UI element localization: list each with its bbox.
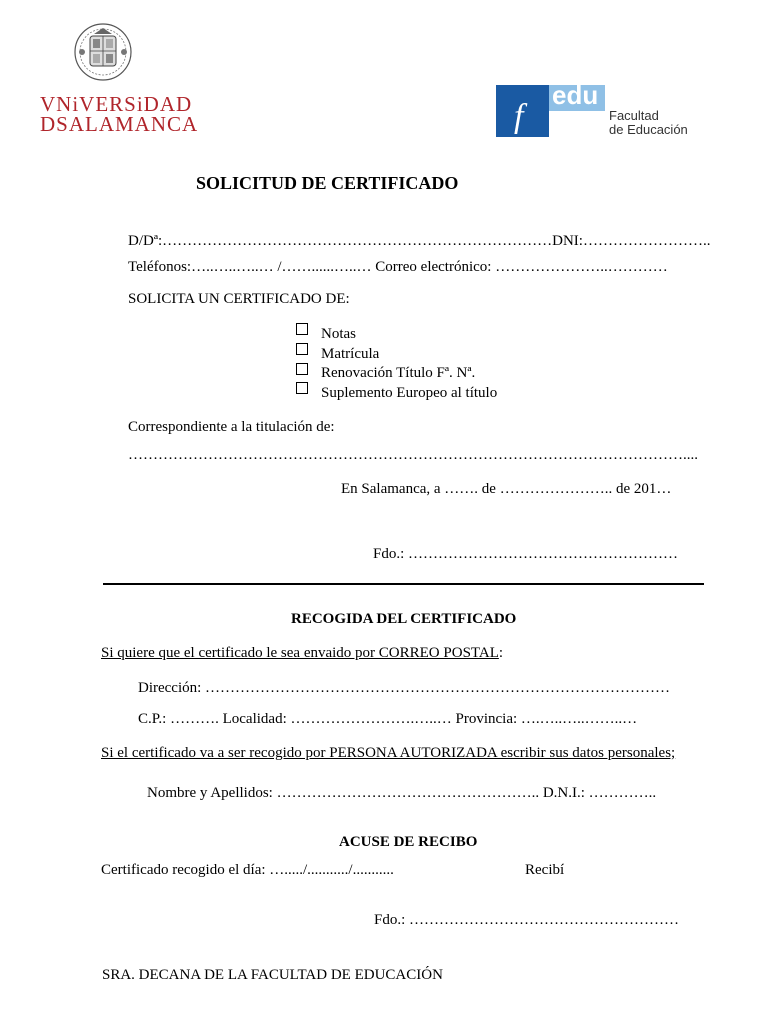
option-notas-label: Notas: [321, 326, 356, 342]
received-label: Recibí: [525, 862, 565, 878]
option-renovacion-label: Renovación Título Fª. Nª.: [321, 365, 476, 381]
degree-label: Correspondiente a la titulación de:: [128, 419, 335, 435]
postal-instructions: [101, 644, 503, 662]
university-crest-icon: [64, 22, 142, 82]
option-matricula-checkbox[interactable]: [296, 343, 308, 355]
request-heading: SOLICITA UN CERTIFICADO DE:: [128, 291, 350, 307]
place-date-line[interactable]: En Salamanca, a ……. de ………………….. de 201…: [341, 481, 672, 497]
option-notas-checkbox[interactable]: [296, 323, 308, 335]
applicant-name-dni-line[interactable]: D/Dª:……………………………………………………………………DNI:……………………..: [128, 233, 711, 249]
postal-code-city-province-field[interactable]: C.P.: ………. Localidad: …………………….…..… Provincia: ….…..…..……..…: [138, 711, 638, 727]
university-name-line2: DSALAMANCA: [40, 112, 199, 136]
postal-instructions-text: Si quiere que el certificado le sea envaido por CORREO POSTAL: [101, 645, 499, 661]
postal-instructions-colon: :: [498, 645, 504, 661]
university-name-line1: VNiVERSiDAD: [40, 92, 193, 116]
collected-date-field[interactable]: Certificado recogido el día: …...../.........../...........: [101, 862, 394, 878]
page-title: SOLICITUD DE CERTIFICADO: [196, 173, 459, 193]
faculty-logo-word: edu: [552, 80, 599, 110]
faculty-name-line1: Facultad: [609, 108, 659, 123]
faculty-logo: [496, 80, 706, 137]
degree-field[interactable]: …………………………………………………………………………………………………....: [128, 447, 698, 463]
addressee-footer: SRA. DECANA DE LA FACULTAD DE EDUCACIÓN: [102, 967, 443, 983]
option-matricula-label: Matrícula: [321, 346, 380, 362]
pickup-heading: RECOGIDA DEL CERTIFICADO: [291, 611, 517, 627]
faculty-logo-mark: f: [514, 98, 524, 135]
option-suplemento-checkbox[interactable]: [296, 382, 308, 394]
option-suplemento-label: Suplemento Europeo al título: [321, 385, 498, 401]
option-renovacion-checkbox[interactable]: [296, 363, 308, 375]
applicant-signature-line[interactable]: Fdo.: ………………………………………………: [373, 546, 679, 562]
authorized-person-instructions: Si el certificado va a ser recogido por PERSONA AUTORIZADA escribir sus datos personales;: [101, 745, 676, 761]
section-divider: [103, 583, 704, 585]
receipt-heading: ACUSE DE RECIBO: [339, 834, 478, 850]
receipt-signature-line[interactable]: Fdo.: ………………………………………………: [374, 912, 680, 928]
address-field[interactable]: Dirección: …………………………………………………………………………………: [138, 680, 671, 696]
applicant-phone-email-line[interactable]: Teléfonos:…..…..…..… /……......…..… Correo electrónico: …………………..…………: [128, 259, 668, 275]
faculty-name-line2: de Educación: [609, 122, 688, 137]
authorized-name-dni-field[interactable]: Nombre y Apellidos: …………………………………………….. D.N.I.: …………..: [147, 785, 657, 801]
